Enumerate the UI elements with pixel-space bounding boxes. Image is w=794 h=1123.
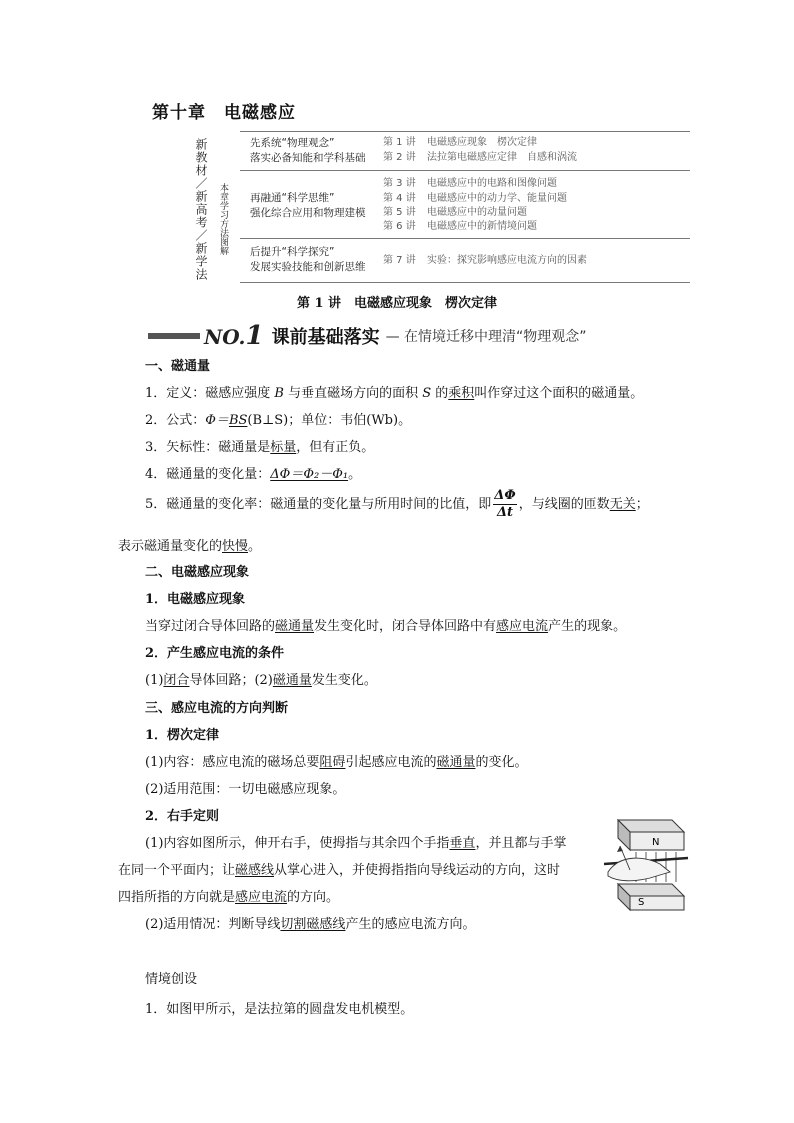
lecture-item: 第 4 讲 电磁感应中的动力学、能量问题: [383, 193, 567, 204]
section-heading: 一、磁通量: [145, 359, 211, 374]
overview-rule-2: [240, 238, 690, 239]
paragraph: (2)适用范围：一切电磁感应现象。: [145, 782, 346, 797]
subsection-heading: 1．楞次定律: [145, 728, 220, 743]
paragraph: 1．定义：磁感应强度 B 与垂直磁场方向的面积 S 的乘积叫作穿过这个面积的磁通量。: [145, 386, 644, 401]
paragraph: 在同一个平面内；让磁感线从掌心进入，并使拇指指向导线运动的方向，这时: [118, 863, 561, 878]
overview-rule-bottom: [240, 282, 690, 283]
overview-rule-1: [240, 170, 690, 171]
subsection-heading: 1．电磁感应现象: [145, 592, 246, 607]
fraction: $\frac{\Delta\Phi}{\Delta t}$: [494, 488, 516, 520]
overview-group3-line2: 发展实验技能和创新思维: [250, 261, 366, 273]
overview-group1-line2: 落实必备知能和学科基础: [250, 152, 366, 164]
paragraph: (1)内容如图所示，伸开右手，使拇指与其余四个手指垂直，并且都与手掌: [145, 836, 567, 851]
lecture-item: 第 3 讲 电磁感应中的电路和图像问题: [383, 178, 557, 189]
overview-group2-line2: 强化综合应用和物理建模: [250, 207, 366, 219]
paragraph: 4．磁通量的变化量：ΔΦ＝Φ₂－Φ₁。: [145, 467, 362, 482]
lecture-item: 第 6 讲 电磁感应中的新情境问题: [383, 221, 537, 232]
section-heading: 三、感应电流的方向判断: [145, 701, 289, 716]
south-pole-label: S: [638, 897, 645, 908]
lecture-item: 第 2 讲 法拉第电磁感应定律 自感和涡流: [383, 152, 577, 163]
right-hand-rule-figure: [600, 812, 690, 912]
paragraph: 表示磁通量变化的快慢。: [118, 539, 262, 554]
lecture-title: 第 1 讲 电磁感应现象 楞次定律: [296, 296, 498, 311]
subsection-heading: 2．右手定则: [145, 809, 220, 824]
paragraph: (1)内容：感应电流的磁场总要阻碍引起感应电流的磁通量的变化。: [145, 755, 528, 770]
subsection-heading: 2．产生感应电流的条件: [145, 646, 285, 661]
paragraph: (2)适用情况：判断导线切割磁感线产生的感应电流方向。: [145, 917, 476, 932]
overview-group2-line1: 再融通“科学思维”: [250, 192, 335, 204]
paragraph: 5．磁通量的变化率：磁通量的变化量与所用时间的比值，即 $\frac{\Delta\Phi}{\Delta t}$ ，与线圈的匝数无关；: [145, 488, 649, 520]
paragraph: 当穿过闭合导体回路的磁通量发生变化时，闭合导体回路中有感应电流产生的现象。: [145, 619, 627, 634]
banner-subtitle: — 在情境迁移中理清“物理观念”: [385, 329, 587, 345]
paragraph: 3．矢标性：磁通量是标量，但有正负。: [145, 440, 375, 455]
lecture-item: 第 7 讲 实验：探究影响感应电流方向的因素: [383, 255, 587, 266]
north-pole-label: N: [652, 837, 660, 848]
lecture-item: 第 1 讲 电磁感应现象 楞次定律: [383, 137, 537, 148]
sidebar-vertical-sub: 本章学习方法图解: [218, 183, 228, 255]
chapter-title: 第十章 电磁感应: [152, 103, 296, 123]
paragraph: 1．如图甲所示，是法拉第的圆盘发电机模型。: [145, 1002, 414, 1017]
sidebar-vertical-main: 新教材／新高考／新学法: [194, 138, 208, 281]
overview-group1-line1: 先系统“物理观念”: [250, 137, 335, 149]
overview-rule-top: [240, 131, 690, 132]
paragraph: 四指所指的方向就是感应电流的方向。: [118, 890, 340, 905]
overview-group3-line1: 后提升“科学探究”: [250, 246, 335, 258]
paragraph: 2．公式：Φ＝BS(B⊥S)；单位：韦伯(Wb)。: [145, 413, 412, 428]
paragraph: (1)闭合导体回路；(2)磁通量发生变化。: [145, 673, 377, 688]
section-banner: [148, 323, 587, 349]
banner-bar: [148, 333, 200, 339]
lecture-item: 第 5 讲 电磁感应中的动量问题: [383, 207, 527, 218]
banner-number: NO.1: [204, 321, 264, 351]
banner-title: 课前基础落实: [271, 327, 380, 348]
scene-heading: 情境创设: [145, 972, 198, 987]
section-heading: 二、电磁感应现象: [145, 565, 250, 580]
